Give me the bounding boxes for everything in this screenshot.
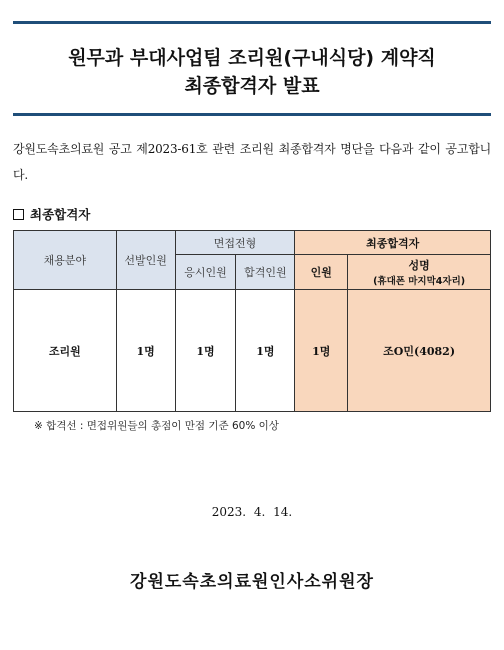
pass-criteria-note: ※ 합격선 : 면접위원들의 총점이 만점 기준 60% 이상	[34, 420, 279, 432]
table-row	[14, 290, 491, 412]
cell-selection: 1명	[116, 290, 175, 412]
cell-passed: 1명	[236, 290, 295, 412]
header-name-label: 성명	[408, 259, 430, 272]
page-title-line1: 원무과 부대사업팀 조리원(구내식당) 계약직	[68, 47, 436, 69]
cell-applicants: 1명	[175, 290, 236, 412]
header-count: 인원	[295, 255, 348, 290]
header-name	[348, 255, 491, 290]
header-interview: 면접전형	[175, 231, 295, 255]
header-applicants: 응시인원	[175, 255, 236, 290]
checkbox-square-icon	[13, 209, 24, 220]
section-heading-text: 최종합격자	[30, 207, 91, 222]
cell-count: 1명	[295, 290, 348, 412]
top-rule	[13, 21, 491, 24]
announcement-date: 2023. 4. 14.	[211, 505, 293, 519]
cell-name: 조O민(4082)	[348, 290, 491, 412]
header-selection: 선발인원	[116, 231, 175, 290]
header-passed: 합격인원	[236, 255, 295, 290]
title-bottom-rule	[13, 113, 491, 116]
page-title-line2: 최종합격자 발표	[184, 75, 320, 97]
cell-field: 조리원	[14, 290, 117, 412]
header-name-sub: (휴대폰 마지막4자리)	[373, 276, 466, 287]
header-field: 채용분야	[14, 231, 117, 290]
results-table	[13, 230, 491, 412]
intro-paragraph: 강원도속초의료원 공고 제2023-61호 관련 조리원 최종합격자 명단을 다음과 같이 공고합니다.	[13, 142, 491, 182]
section-heading	[13, 205, 90, 223]
signature-authority: 강원도속초의료원인사소위원장	[130, 572, 374, 592]
header-final: 최종합격자	[295, 231, 491, 255]
